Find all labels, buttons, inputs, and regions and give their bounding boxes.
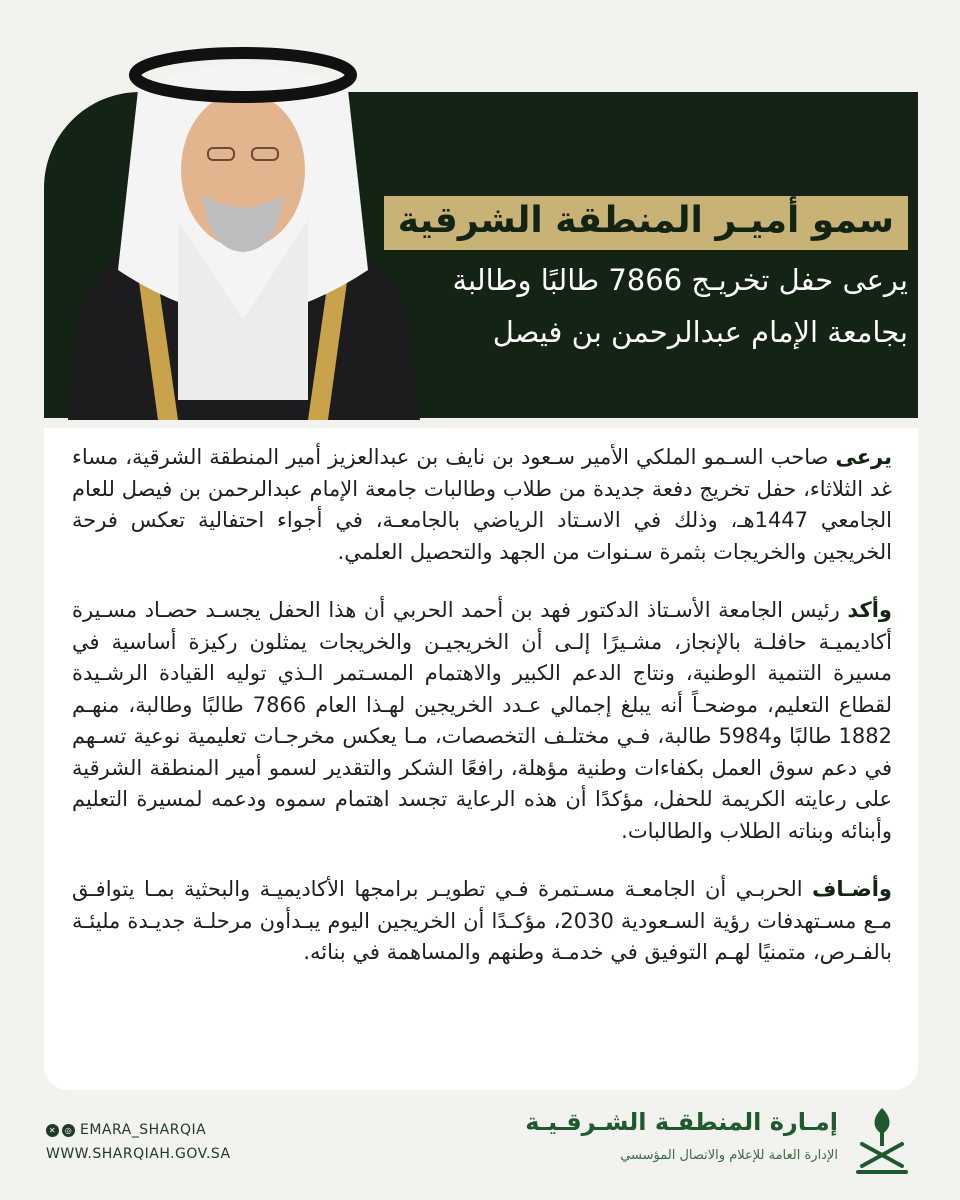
- headline-block: [348, 196, 908, 354]
- paragraph-text: رئيس الجامعة الأسـتاذ الدكتور فهد بن أحمد الحربي أن هذا الحفل يجسـد حصـاد مسـيرة أكاديميـة حافلـة بالإنجاز، مشـيرًا إلـى أن الخريجيـن والخريجات يمثلون ركيزة أساسية في مسيرة التنمية الوطنية، ونتاج الدعم الكبير والاهتمام المسـتمر الـذي توليه القيادة الرشـيدة لقطاع التعليم، موضحـاً أنه يبلغ إجمالي عـدد الخريجين لهـذا العام 7866 طالبًا وطالبة، منهـم 1882 طالبًا و5984 طالبة، فـي مختلـف التخصصات، مـا يعكس مخرجـات تعليمية نوعية تسـهم في دعم سوق العمل بكفاءات وطنية مؤهلة، رافعًا الشكر والتقدير لسمو أمير المنطقة الشرقية على رعايته الكريمة للحفل، مؤكدًا أن هذه الرعاية تجسد اهتمام سموه ودعمه لمسيرة التعليم وأبنائه وبناته الطلاب والطالبات.: [72, 598, 892, 843]
- paragraph-2: [72, 595, 892, 847]
- x-icon[interactable]: ✕: [46, 1124, 59, 1137]
- social-handle[interactable]: EMARA_SHARQIA: [80, 1122, 207, 1138]
- footer-branding: [525, 1102, 914, 1182]
- paragraph-text: الحربـي أن الجامعـة مسـتمرة فـي تطويـر برامجها الأكاديميـة والبحثية بمـا يتوافـق مـع مسـتهدفات رؤية السـعودية 2030، مؤكـدًا أن الخريجين اليوم يبـدأون مرحلـة جديـدة مليئـة بالفـرص، متمنيًا لهـم التوفيق في خدمـة وطنهم والمساهمة في بنائه.: [72, 877, 892, 964]
- instagram-icon[interactable]: ◎: [62, 1124, 75, 1137]
- org-department: الإدارة العامة للإعلام والاتصال المؤسسي: [620, 1148, 838, 1163]
- headline-title: سمو أميـر المنطقة الشرقية: [384, 196, 908, 250]
- paragraph-lead: وأضـاف: [811, 877, 892, 901]
- footer-contacts: [46, 1118, 306, 1166]
- website-link[interactable]: WWW.SHARQIAH.GOV.SA: [46, 1146, 231, 1162]
- paragraph-lead: وأكد: [847, 598, 892, 622]
- paragraph-lead: يرعى: [835, 445, 892, 469]
- paragraph-text: صاحب السـمو الملكي الأمير سـعود بن نايف بن عبدالعزيز أمير المنطقة الشرقية، مساء غد الثلاثاء، حفل تخريج دفعة جديدة من طلاب وطالبات جامعة الإمام عبدالرحمن بن فيصل للعام الجامعي 1447هـ، وذلك في الاسـتاد الرياضي بالجامعـة، في أجواء احتفالية تعكس فرحة الخريجين والخريجات بثمرة سـنوات من الجهد والتحصيل العلمي.: [72, 445, 892, 564]
- paragraph-1: [72, 442, 892, 568]
- headline-subtitle-1: يرعى حفل تخريـج 7866 طالبًا وطالبة: [452, 263, 908, 297]
- article-body: [72, 442, 892, 996]
- saudi-emblem-icon: [850, 1104, 914, 1176]
- paragraph-3: [72, 874, 892, 969]
- org-name: إمـارة المنطقـة الشـرقـيـة: [525, 1108, 838, 1136]
- headline-subtitle-2: بجامعة الإمام عبدالرحمن بن فيصل: [492, 315, 908, 349]
